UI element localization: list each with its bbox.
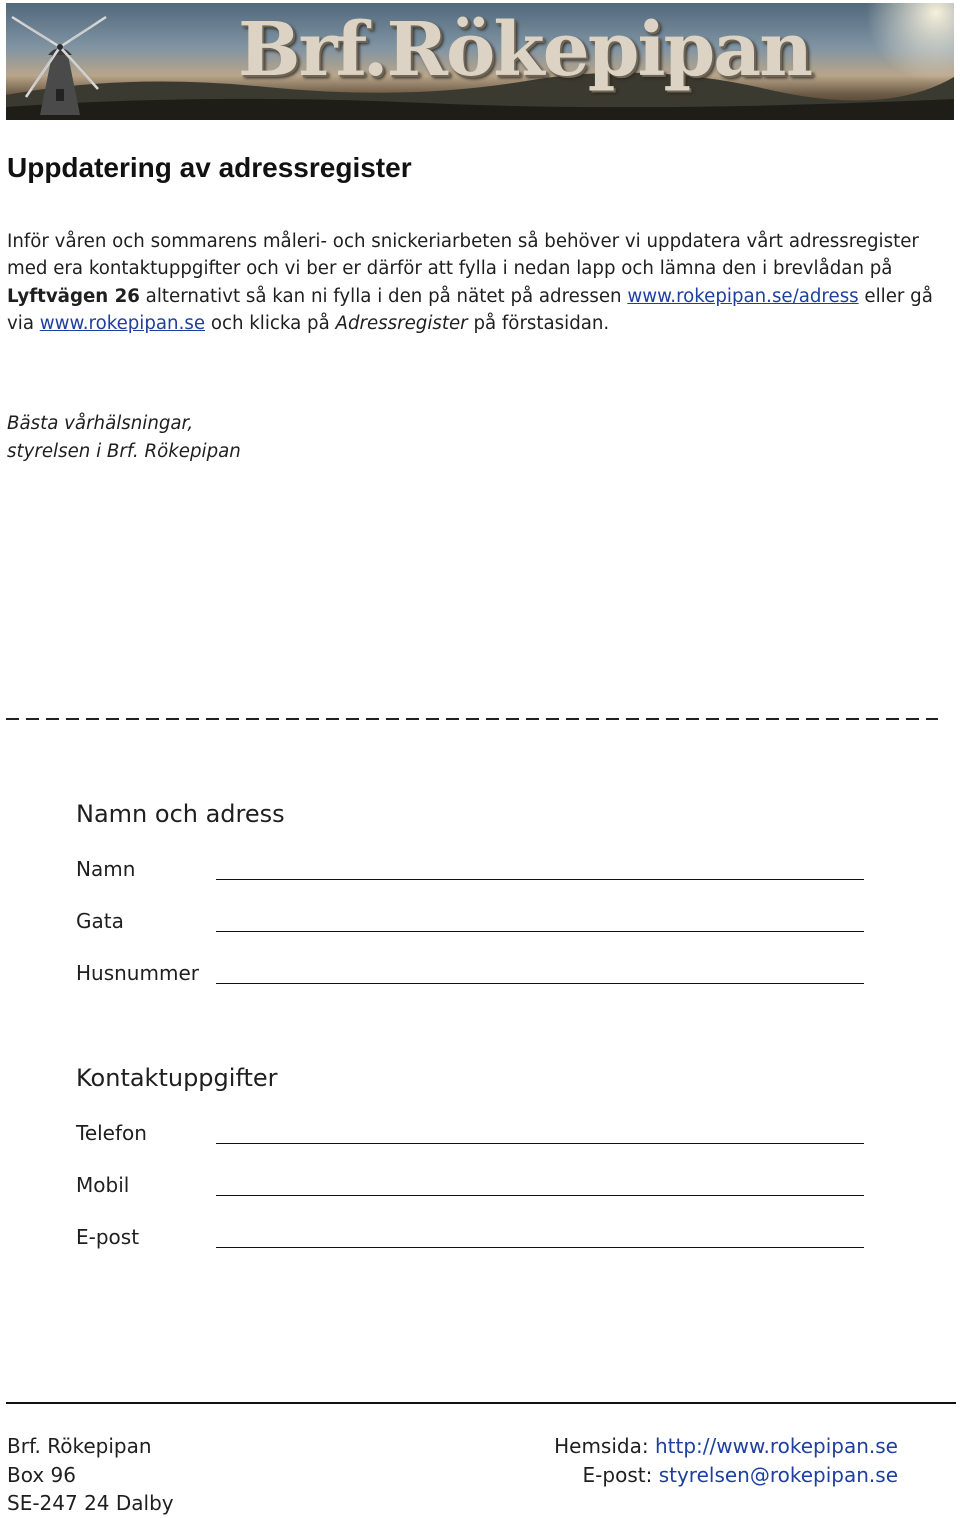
adressregister-term: Adressregister	[335, 312, 468, 334]
field-line-house-number[interactable]	[216, 983, 864, 984]
footer-email-row	[554, 1461, 898, 1490]
footer-address	[7, 1432, 174, 1518]
field-line-name[interactable]	[216, 879, 864, 880]
field-line-phone[interactable]	[216, 1143, 864, 1144]
email-label: E-post:	[582, 1462, 653, 1487]
footer-website-link[interactable]: http://www.rokepipan.se	[654, 1434, 898, 1458]
footer-box: Box 96	[7, 1462, 76, 1487]
field-label-house-number: Husnummer	[76, 961, 199, 985]
intro-text: och klicka på	[205, 312, 336, 334]
greeting-line: Bästa vårhälsningar,	[7, 413, 194, 434]
intro-text: på förstasidan.	[467, 312, 610, 334]
website-label: Hemsida:	[554, 1434, 649, 1458]
banner-title: Brf.Rökepipan	[238, 7, 812, 93]
address-form-link[interactable]: www.rokepipan.se/adress	[627, 285, 859, 307]
field-line-email[interactable]	[216, 1247, 864, 1248]
field-line-street[interactable]	[216, 931, 864, 932]
footer-email-link[interactable]: styrelsen@rokepipan.se	[658, 1462, 898, 1487]
intro-text: Inför våren och sommarens måleri- och snickeriarbeten så behöver vi uppdatera vårt adressregister med era kontaktuppgifter och vi ber er därför att fylla i nedan lapp och lämna den i brevlådan på	[7, 231, 919, 280]
drop-off-address: Lyftvägen 26	[7, 285, 140, 307]
intro-text: eller gå via	[7, 285, 933, 334]
field-label-mobile: Mobil	[76, 1173, 130, 1197]
footer-org-name: Brf. Rökepipan	[7, 1434, 152, 1458]
footer-divider	[6, 1402, 956, 1404]
cut-here-dashed-line	[6, 718, 938, 720]
intro-paragraph	[7, 228, 957, 337]
page-title: Uppdatering av adressregister	[7, 152, 412, 183]
greeting	[7, 410, 241, 465]
website-link[interactable]: www.rokepipan.se	[39, 312, 206, 334]
footer-website-row	[554, 1432, 898, 1461]
footer-contact	[554, 1432, 898, 1489]
section-heading-contact: Kontaktuppgifter	[76, 1064, 278, 1092]
field-label-name: Namn	[76, 857, 136, 881]
header-banner	[6, 3, 954, 120]
intro-text: alternativt så kan ni fylla i den på nätet på adressen	[139, 285, 628, 307]
field-line-mobile[interactable]	[216, 1195, 864, 1196]
field-label-phone: Telefon	[76, 1121, 147, 1145]
field-label-street: Gata	[76, 909, 124, 933]
greeting-signature: styrelsen i Brf. Rökepipan	[7, 440, 241, 462]
footer-postal: SE-247 24 Dalby	[7, 1491, 174, 1515]
field-label-email: E-post	[76, 1225, 140, 1249]
section-heading-name-address: Namn och adress	[76, 800, 285, 828]
